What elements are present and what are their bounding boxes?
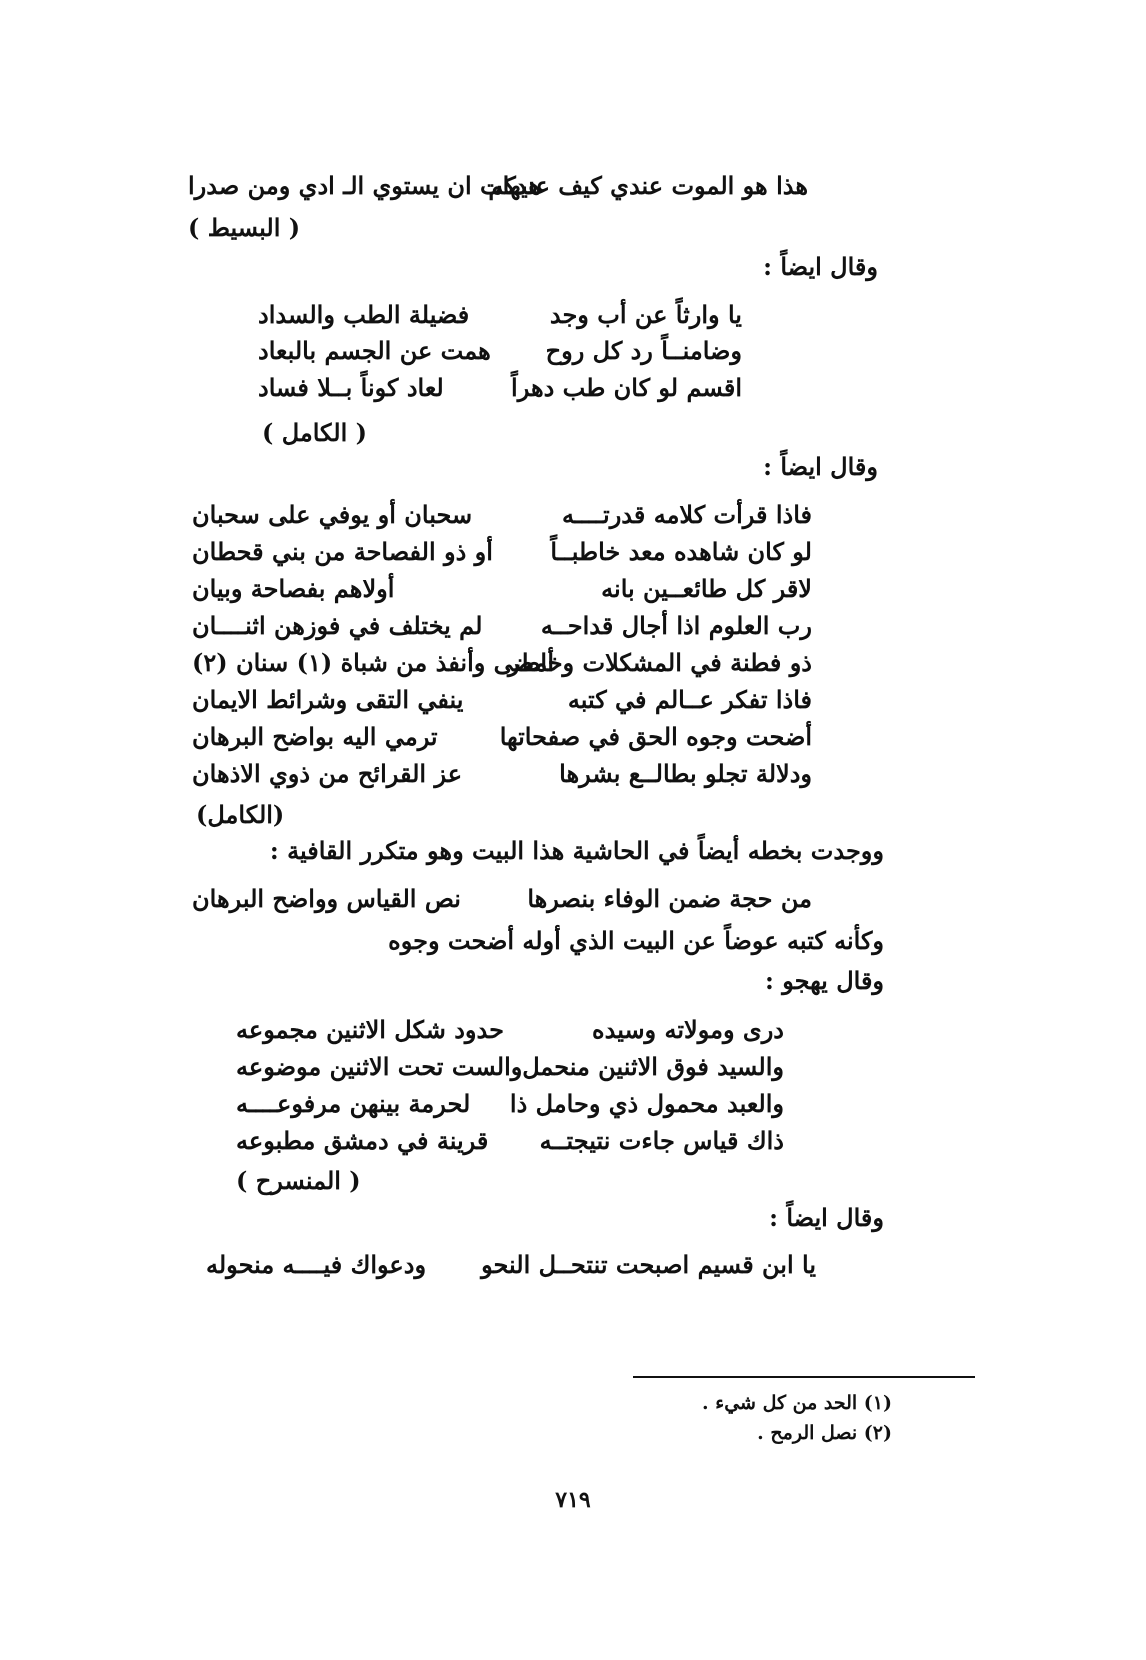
verse-second-hemistich: همت عن الجسم بالبعاد (258, 336, 491, 365)
verse-second-hemistich: أولاهم بفصاحة وبيان (192, 574, 395, 603)
verse-second-hemistich: لعاد كوناً بــلا فساد (258, 373, 444, 402)
verse-second-hemistich: ينفي التقى وشرائط الايمان (192, 685, 464, 714)
verse-first-hemistich: والعبد محمول ذي وحامل ذا (509, 1089, 784, 1118)
verse-first-hemistich: أضحت وجوه الحق في صفحاتها (499, 722, 812, 751)
verse-first-hemistich: والسيد فوق الاثنين منحمل (522, 1052, 784, 1081)
verse-second-hemistich: ترمي اليه بواضح البرهان (192, 722, 438, 751)
footnote: (١) الحد من كل شيء . (702, 1392, 892, 1414)
verse-second-hemistich: أمضى وأنفذ من شباة (١) سنان (٢) (192, 648, 555, 677)
verse-second-hemistich: لم يختلف في فوزهن اثنــــان (192, 611, 483, 640)
footnote: (٢) نصل الرمح . (757, 1422, 892, 1444)
meter-label: ( الكامل ) (262, 418, 367, 447)
verse-second-hemistich: حدود شكل الاثنين مجموعه (236, 1015, 504, 1044)
verse-second-hemistich: أو ذو الفصاحة من بني قحطان (192, 537, 493, 566)
footnote-divider (633, 1376, 975, 1378)
section-heading: وقال ايضاً : (769, 1203, 884, 1232)
verse-first-hemistich: يا وارثاً عن أب وجد (549, 300, 742, 329)
verse-second-hemistich: هيهات ان يستوي الـ ادي ومن صدرا (188, 171, 541, 200)
verse-second-hemistich: نص القياس وواضح البرهان (192, 884, 461, 913)
verse-second-hemistich: قرينة في دمشق مطبوعه (236, 1126, 489, 1155)
section-heading: وقال يهجو : (764, 966, 884, 995)
verse-first-hemistich: من حجة ضمن الوفاء بنصرها (527, 884, 812, 913)
section-heading: وقال ايضاً : (763, 452, 878, 481)
verse-first-hemistich: ودلالة تجلو بطالــع بشرها (559, 759, 812, 788)
verse-first-hemistich: اقسم لو كان طب دهراً (511, 373, 742, 402)
verse-first-hemistich: ذاك قياس جاءت نتيجتــه (539, 1126, 784, 1155)
verse-first-hemistich: وضامنــاً رد كل روح (545, 336, 742, 365)
verse-second-hemistich: عز القرائح من ذوي الاذهان (192, 759, 463, 788)
verse-first-hemistich: هذا هو الموت عندي كيف عندكم (488, 171, 808, 200)
verse-second-hemistich: والست تحت الاثنين موضوعه (236, 1052, 523, 1081)
verse-first-hemistich: لاقر كل طائعــين بانه (601, 574, 812, 603)
verse-first-hemistich: درى ومولاته وسيده (592, 1015, 784, 1044)
section-heading: وقال ايضاً : (763, 252, 878, 281)
verse-first-hemistich: فاذا قرأت كلامه قدرتــــه (562, 500, 812, 529)
verse-second-hemistich: ودعواك فيــــه منحوله (206, 1250, 427, 1279)
verse-first-hemistich: ذو فطنة في المشكلات وخاطر (508, 648, 812, 677)
prose-paragraph: وكأنه كتبه عوضاً عن البيت الذي أوله أضحت وجوه (388, 926, 884, 955)
meter-label: ( البسيط ) (188, 213, 301, 242)
verse-first-hemistich: فاذا تفكر عــالم في كتبه (567, 685, 812, 714)
meter-label: (الكامل) (196, 800, 285, 829)
page-number: ٧١٩ (555, 1487, 591, 1513)
verse-second-hemistich: لحرمة بينهن مرفوعــــه (236, 1089, 471, 1118)
verse-first-hemistich: يا ابن قسيم اصبحت تنتحــل النحو (481, 1250, 816, 1279)
meter-label: ( المنسرح ) (236, 1166, 361, 1195)
verse-first-hemistich: رب العلوم اذا أجال قداحــه (540, 611, 812, 640)
verse-second-hemistich: سحبان أو يوفي على سحبان (192, 500, 473, 529)
prose-paragraph: ووجدت بخطه أيضاً في الحاشية هذا البيت وهو متكرر القافية : (269, 836, 884, 865)
verse-first-hemistich: لو كان شاهده معد خاطبــاً (550, 537, 812, 566)
verse-second-hemistich: فضيلة الطب والسداد (258, 300, 470, 329)
